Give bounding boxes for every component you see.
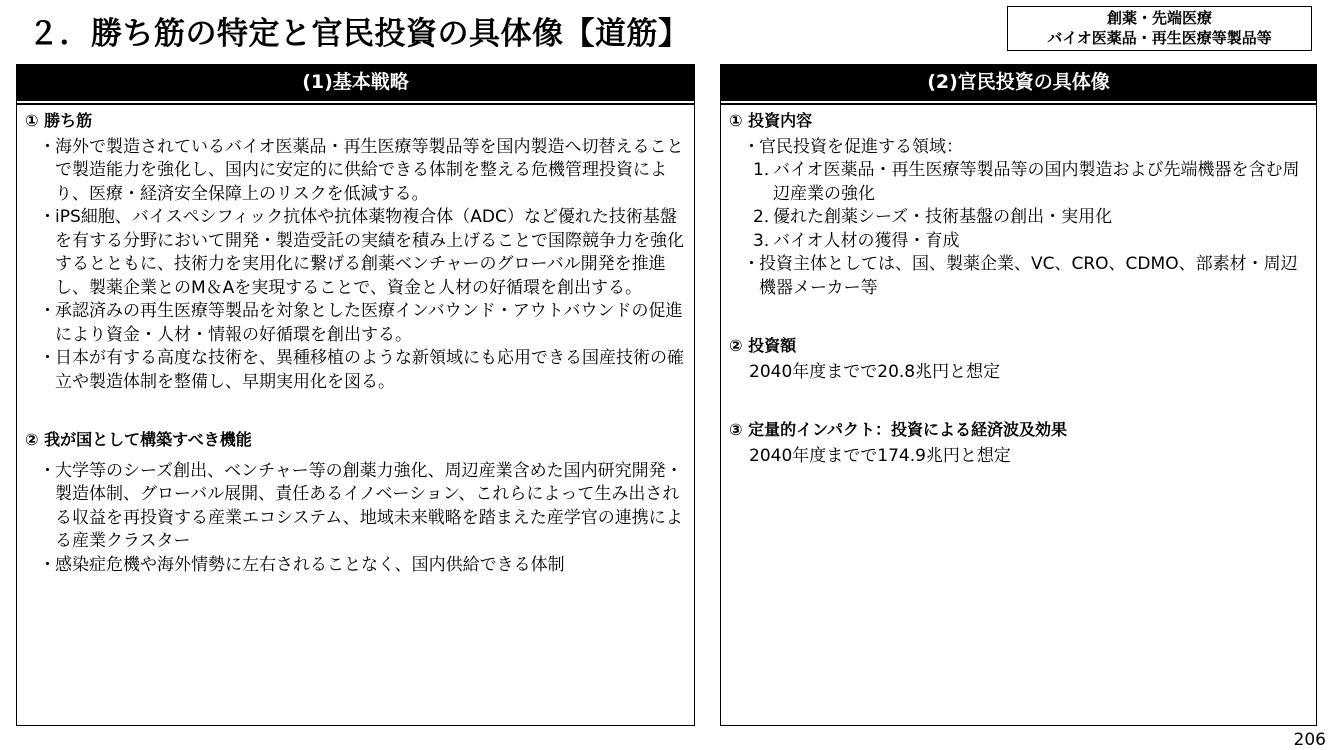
list-item: 3． バイオ人材の獲得・育成	[753, 230, 960, 251]
investment-body	[721, 103, 1316, 468]
investment-amount-text: 2040年度までで20.8兆円と想定	[749, 361, 1001, 382]
basic-strategy-panel	[16, 64, 695, 726]
list-item: ・ 大学等のシーズ創出、ベンチャー等の創薬力強化、周辺産業含めた国内研究開発・製造体制、グローバル展開、責任あるイノベーション、これらによって生み出される収益を再投資する産業エコシステム、地域未来戦略を踏まえた産学官の連携による産業クラスター	[39, 460, 683, 551]
investment-header: (2)官民投資の具体像	[721, 65, 1316, 103]
list-item: ・ 官民投資を促進する領域：	[743, 136, 963, 157]
list-item: ・ 投資主体としては、国、製薬企業、VC、CRO、CDMO、部素材・周辺機器メーカー等	[743, 254, 1298, 298]
investment-panel	[720, 64, 1317, 726]
investment-content-heading: ① 投資内容	[729, 111, 813, 130]
national-functions-heading: ② 我が国として構築すべき機能	[25, 430, 252, 449]
basic-strategy-body	[17, 103, 694, 577]
list-item: ・ 承認済みの再生医療等製品を対象とした医療インバウンド・アウトバウンドの促進により資金・人材・情報の好循環を創出する。	[39, 301, 683, 345]
investment-content-list	[729, 136, 1306, 160]
investor-list	[729, 253, 1306, 300]
list-item: ・ iPS細胞、バイスペシフィック抗体や抗体薬物複合体（ADC）など優れた技術基盤を有する分野において開発・製造受託の実績を積み上げることで国際競争力を強化するとともに、技術力を実用化に繋げる創薬ベンチャーのグローバル開発を推進し、製薬企業とのM＆Aを実現することで、資金と人材の好循環を創出する。	[39, 207, 684, 298]
category-tag-line2: バイオ医薬品・再生医療等製品等	[1047, 29, 1272, 47]
list-item: ・ 海外で製造されているバイオ医薬品・再生医療等製品等を国内製造へ切替えることで製造能力を強化し、国内に安定的に供給できる体制を整える危機管理投資により、医療・経済安全保障上のリスクを低減する。	[39, 136, 684, 204]
winning-path-list	[25, 136, 684, 395]
list-item: ・ 日本が有する高度な技術を、異種移植のような新領域にも応用できる国産技術の確立や製造体制を整備し、早期実用化を図る。	[39, 348, 684, 392]
national-functions-list	[25, 460, 684, 578]
basic-strategy-header: (1)基本戦略	[17, 65, 694, 103]
category-tag-line1: 創薬・先端医療	[1106, 9, 1212, 27]
investment-areas-list	[729, 159, 1306, 253]
list-item: 1． バイオ医薬品・再生医療等製品等の国内製造および先端機器を含む周辺産業の強化	[753, 160, 1300, 204]
category-tag-box	[1007, 6, 1312, 51]
investment-amount-heading: ② 投資額	[729, 336, 797, 355]
page-number: 206	[1293, 730, 1326, 750]
page-title: ２．勝ち筋の特定と官民投資の具体像【道筋】	[28, 16, 690, 52]
winning-path-heading: ① 勝ち筋	[25, 111, 93, 130]
economic-impact-heading: ③ 定量的インパクト：投資による経済波及効果	[729, 420, 1067, 439]
list-item: ・ 感染症危機や海外情勢に左右されることなく、国内供給できる体制	[39, 554, 565, 575]
economic-impact-text: 2040年度までで174.9兆円と想定	[749, 445, 1011, 466]
list-item: 2． 優れた創薬シーズ・技術基盤の創出・実用化	[753, 207, 1113, 227]
